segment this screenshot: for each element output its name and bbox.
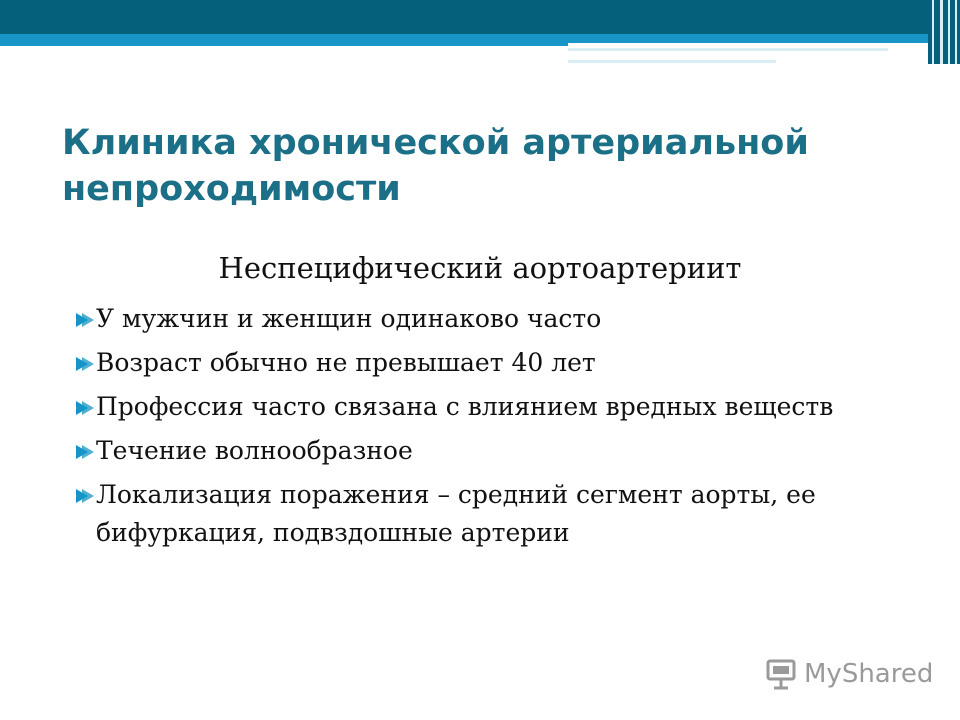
header-corner-line [932, 0, 934, 64]
bullet-text: Локализация поражения – средний сегмент аорты, ее бифуркация, подвздошные артерии [96, 480, 816, 547]
header-strip-light [568, 48, 888, 51]
watermark [764, 654, 933, 694]
bullet-list [74, 300, 934, 558]
header-corner-line [940, 0, 943, 64]
arrow-bullet-icon [74, 444, 96, 460]
bullet-item [74, 432, 934, 470]
arrow-bullet-icon [74, 312, 96, 328]
bullet-item [74, 300, 934, 338]
bullet-item [74, 344, 934, 382]
slide-title: Клиника хронической артериальной непроходимости [62, 123, 809, 209]
header-strip-light-short [568, 60, 776, 63]
arrow-bullet-icon [74, 488, 96, 504]
arrow-bullet-icon [74, 400, 96, 416]
slide-subtitle: Неспецифический аортоартериит [218, 251, 742, 285]
header-corner-line [955, 0, 957, 64]
bullet-item [74, 388, 934, 426]
arrow-bullet-icon [74, 356, 96, 372]
header-corner-line [948, 0, 950, 64]
bullet-item [74, 476, 934, 552]
presentation-board-icon [764, 657, 798, 691]
bullet-text: Профессия часто связана с влиянием вредных веществ [96, 392, 834, 421]
watermark-text: MyShared [804, 659, 934, 689]
bullet-text: Возраст обычно не превышает 40 лет [96, 348, 596, 377]
header-strip [0, 43, 568, 46]
bullet-text: У мужчин и женщин одинаково часто [96, 304, 602, 333]
header-band-blue [0, 34, 935, 43]
bullet-text: Течение волнообразное [96, 436, 413, 465]
header-band-dark [0, 0, 940, 34]
